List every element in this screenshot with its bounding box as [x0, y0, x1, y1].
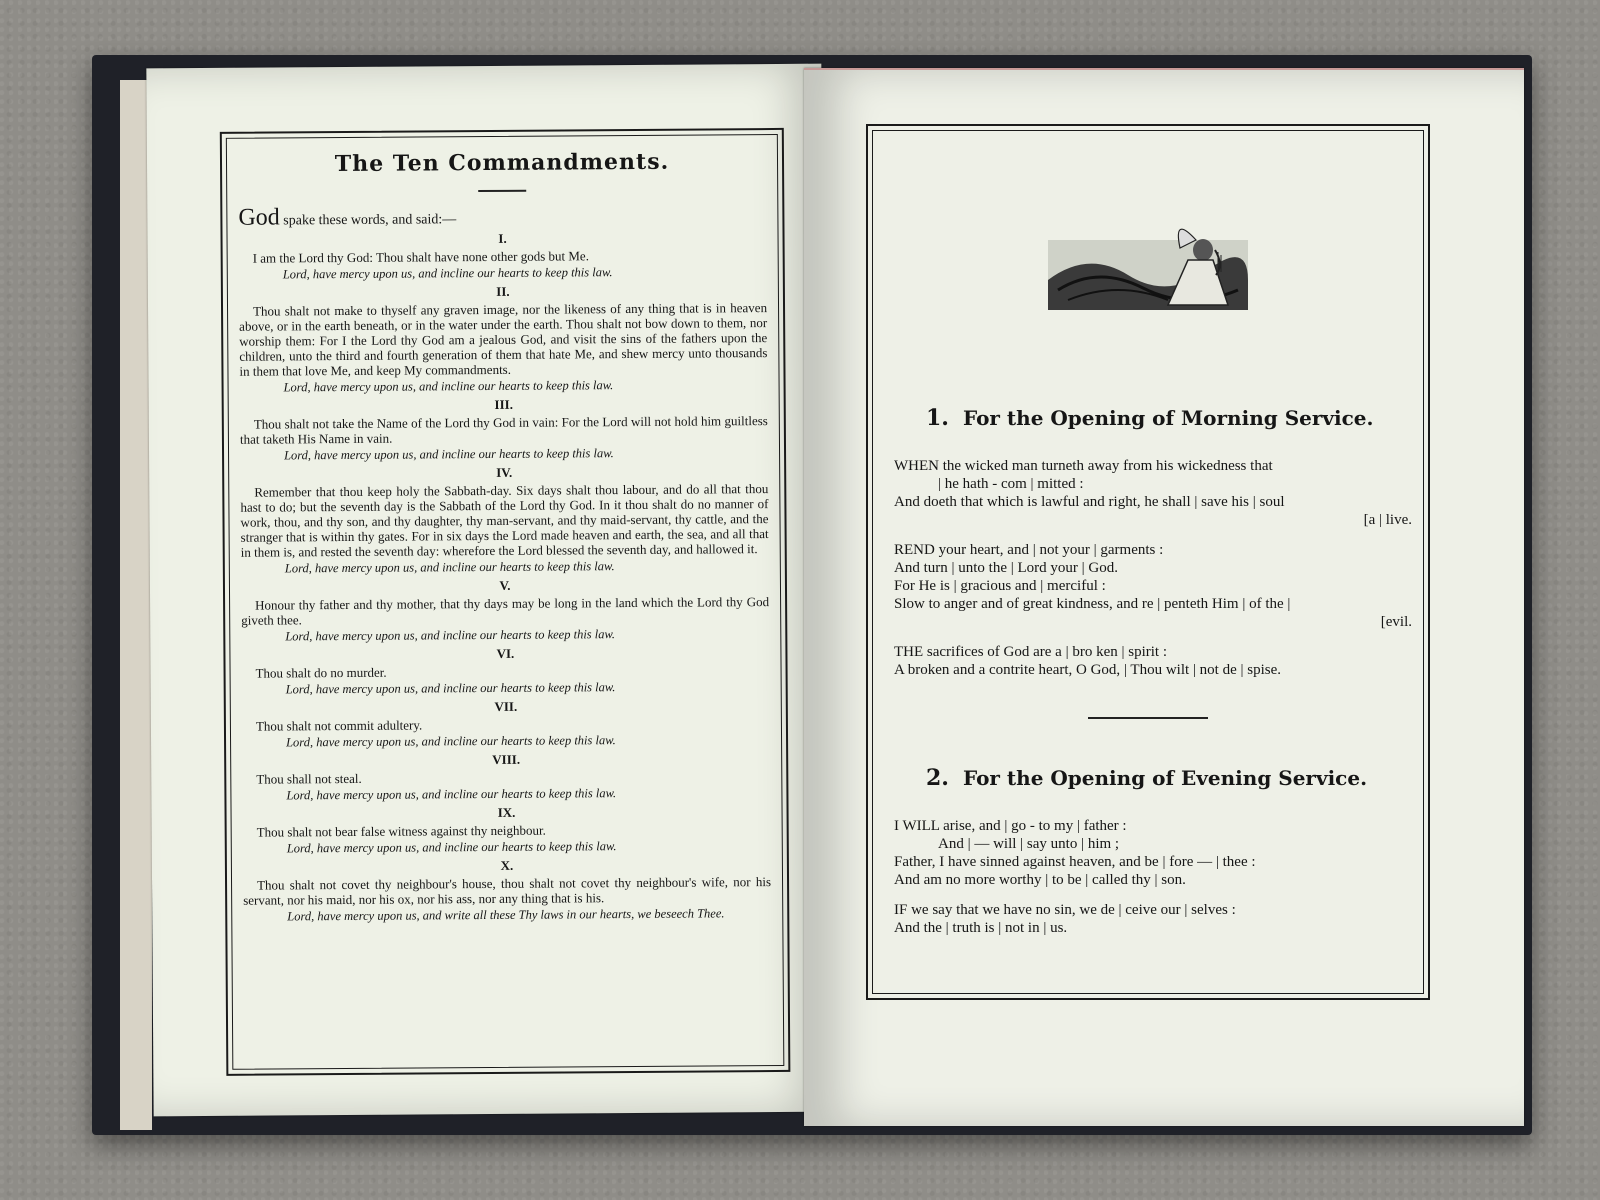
commandment-numeral: VI.: [496, 645, 515, 661]
section-2-verses: [894, 817, 1412, 937]
verse-line: I WILL arise, and | go - to my | father :: [894, 818, 1127, 834]
verse: [894, 643, 1412, 679]
response-text: Lord, have mercy upon us, and incline our hearts to keep this law.: [283, 378, 614, 395]
response-text: Lord, have mercy upon us, and incline our hearts to keep this law.: [285, 627, 616, 644]
left-page-border: [220, 128, 791, 1076]
verse-line: IF we say that we have no sin, we de | ceive our | selves :: [894, 902, 1236, 918]
verse: [894, 457, 1412, 529]
verse-line: And am no more worthy | to be | called thy | son.: [894, 872, 1186, 888]
commandment-numeral: IV.: [496, 464, 513, 480]
verse: [894, 541, 1412, 631]
commandment-numeral: VIII.: [492, 751, 521, 767]
right-page-content: [884, 138, 1412, 986]
response-text: Lord, have mercy upon us, and incline our hearts to keep this law.: [286, 786, 617, 803]
commandment: [242, 697, 770, 751]
verse-line: A broken and a contrite heart, O God, | Thou wilt | not de | spise.: [894, 662, 1281, 678]
commandment-text: Thou shalt do no murder.: [255, 664, 387, 681]
section-1-heading: [926, 405, 1412, 431]
right-page: [804, 68, 1524, 1126]
verse: [894, 817, 1412, 889]
verse-line: WHEN the wicked man turneth away from his wickedness that: [894, 458, 1273, 474]
response-text: Lord, have mercy upon us, and incline our hearts to keep this law.: [284, 446, 614, 463]
page-title: The Ten Commandments.: [334, 148, 670, 178]
verse: [894, 901, 1412, 937]
verse-line: [a | live.: [1363, 512, 1412, 528]
verse-line: For He is | gracious and | merciful :: [894, 578, 1106, 594]
verse-line: And the | truth is | not in | us.: [894, 920, 1068, 936]
commandment-numeral: I.: [498, 230, 507, 246]
opening-line: [238, 206, 766, 230]
commandment: [238, 229, 766, 283]
verse-line: [evil.: [1380, 614, 1412, 630]
title-rule: [478, 190, 526, 192]
commandment: [242, 750, 770, 804]
commandment-text: I am the Lord thy God: Thou shalt have none other gods but Me.: [252, 248, 589, 266]
section-2-title: For the Opening of Evening Service.: [962, 766, 1368, 790]
response-text: Lord, have mercy upon us, and incline our hearts to keep this law.: [286, 839, 617, 856]
commandment-numeral: VII.: [494, 698, 518, 714]
commandment-text: Thou shalt not covet thy neighbour's house, thou shalt not covet thy neighbour's wife, nor his servant, nor his maid, nor his ox, nor his ass, nor any thing that is his.: [243, 874, 772, 908]
response-text: Lord, have mercy upon us, and incline our hearts to keep this law.: [282, 265, 613, 282]
opening-text: spake these words, and said:—: [283, 212, 457, 229]
commandment-numeral: V.: [499, 577, 511, 593]
commandment-text: Remember that thou keep holy the Sabbath-day. Six days shalt thou labour, and do all that thou hast to do; but the seventh day is the Sabbath of the Lord thy God. In it thou shalt do no manner of work, thou, and thy son, and thy daughter, thy man-servant, and thy maid-servant, thy cattle, and the stranger that is within thy gates. For in six days the Lord made heaven and earth, the sea, and all that in them is, and rested the seventh day: wherefore the Lord blessed the seventh day, and hallowed it.: [240, 481, 769, 560]
left-page-content: [238, 142, 772, 1062]
verse-line: And | — will | say unto | him ;: [938, 836, 1120, 852]
commandment-text: Thou shalt not take the Name of the Lord thy God in vain: For the Lord will not hold him guiltless that taketh His Name in vain.: [239, 413, 768, 447]
response-text: Lord, have mercy upon us, and incline our hearts to keep this law.: [285, 680, 616, 697]
commandment-text: Thou shalt not make to thyself any graven image, nor the likeness of any thing that is in heaven above, or in the earth beneath, or in the water under the earth. Thou shalt not bow down to them, nor worship them: For I the Lord thy God am a jealous God, and visit the sins of the fathers upon the children, unto the third and fourth generation of them that hate Me, and shew mercy unto thousands in them that love Me, and keep My commandments.: [239, 300, 768, 379]
verse-line: Slow to anger and of great kindness, and re | penteth Him | of the |: [894, 596, 1291, 612]
commandment-numeral: IX.: [497, 804, 516, 820]
section-2-heading: [926, 765, 1412, 791]
commandment-text: Thou shall not steal.: [256, 770, 362, 787]
commandment-text: Thou shalt not commit adultery.: [255, 717, 423, 734]
commandment-text: Honour thy father and thy mother, that thy days may be long in the land which the Lord thy God giveth thee.: [241, 594, 770, 628]
section-divider: [1088, 717, 1208, 719]
commandment: [240, 395, 768, 464]
commandment-numeral: II.: [496, 283, 510, 299]
commandment-numeral: III.: [494, 396, 513, 412]
commandment: [240, 463, 769, 577]
response-text: Lord, have mercy upon us, and incline our hearts to keep this law.: [284, 559, 615, 576]
response-text: Lord, have mercy upon us, and incline our hearts to keep this law.: [286, 733, 616, 750]
right-page-border: [866, 124, 1430, 1000]
commandment: [239, 282, 768, 396]
commandment: [241, 576, 769, 645]
angel-vignette-icon: [1048, 220, 1248, 325]
commandment: [243, 803, 771, 857]
verse-line: | he hath - com | mitted :: [938, 476, 1084, 492]
commandment-text: Thou shalt not bear false witness against thy neighbour.: [256, 822, 546, 840]
verse-line: THE sacrifices of God are a | bro ken | spirit :: [894, 644, 1167, 660]
opening-drop-word: God: [238, 204, 280, 231]
commandment: [243, 856, 771, 925]
section-2-number: 2.: [926, 765, 949, 791]
left-page: [146, 64, 828, 1117]
verse-line: And doeth that which is lawful and right, he shall | save his | soul: [894, 494, 1285, 510]
commandment: [241, 644, 769, 698]
section-1-verses: [894, 457, 1412, 679]
section-1-number: 1.: [926, 405, 949, 431]
verse-line: And turn | unto the | Lord your | God.: [894, 560, 1118, 576]
response-text: Lord, have mercy upon us, and write all these Thy laws in our hearts, we beseech Thee.: [287, 906, 725, 924]
commandment-numeral: X.: [500, 857, 514, 873]
section-1-title: For the Opening of Morning Service.: [962, 406, 1374, 430]
verse-line: Father, I have sinned against heaven, and be | fore — | thee :: [894, 854, 1256, 870]
verse-line: REND your heart, and | not your | garments :: [894, 542, 1164, 558]
